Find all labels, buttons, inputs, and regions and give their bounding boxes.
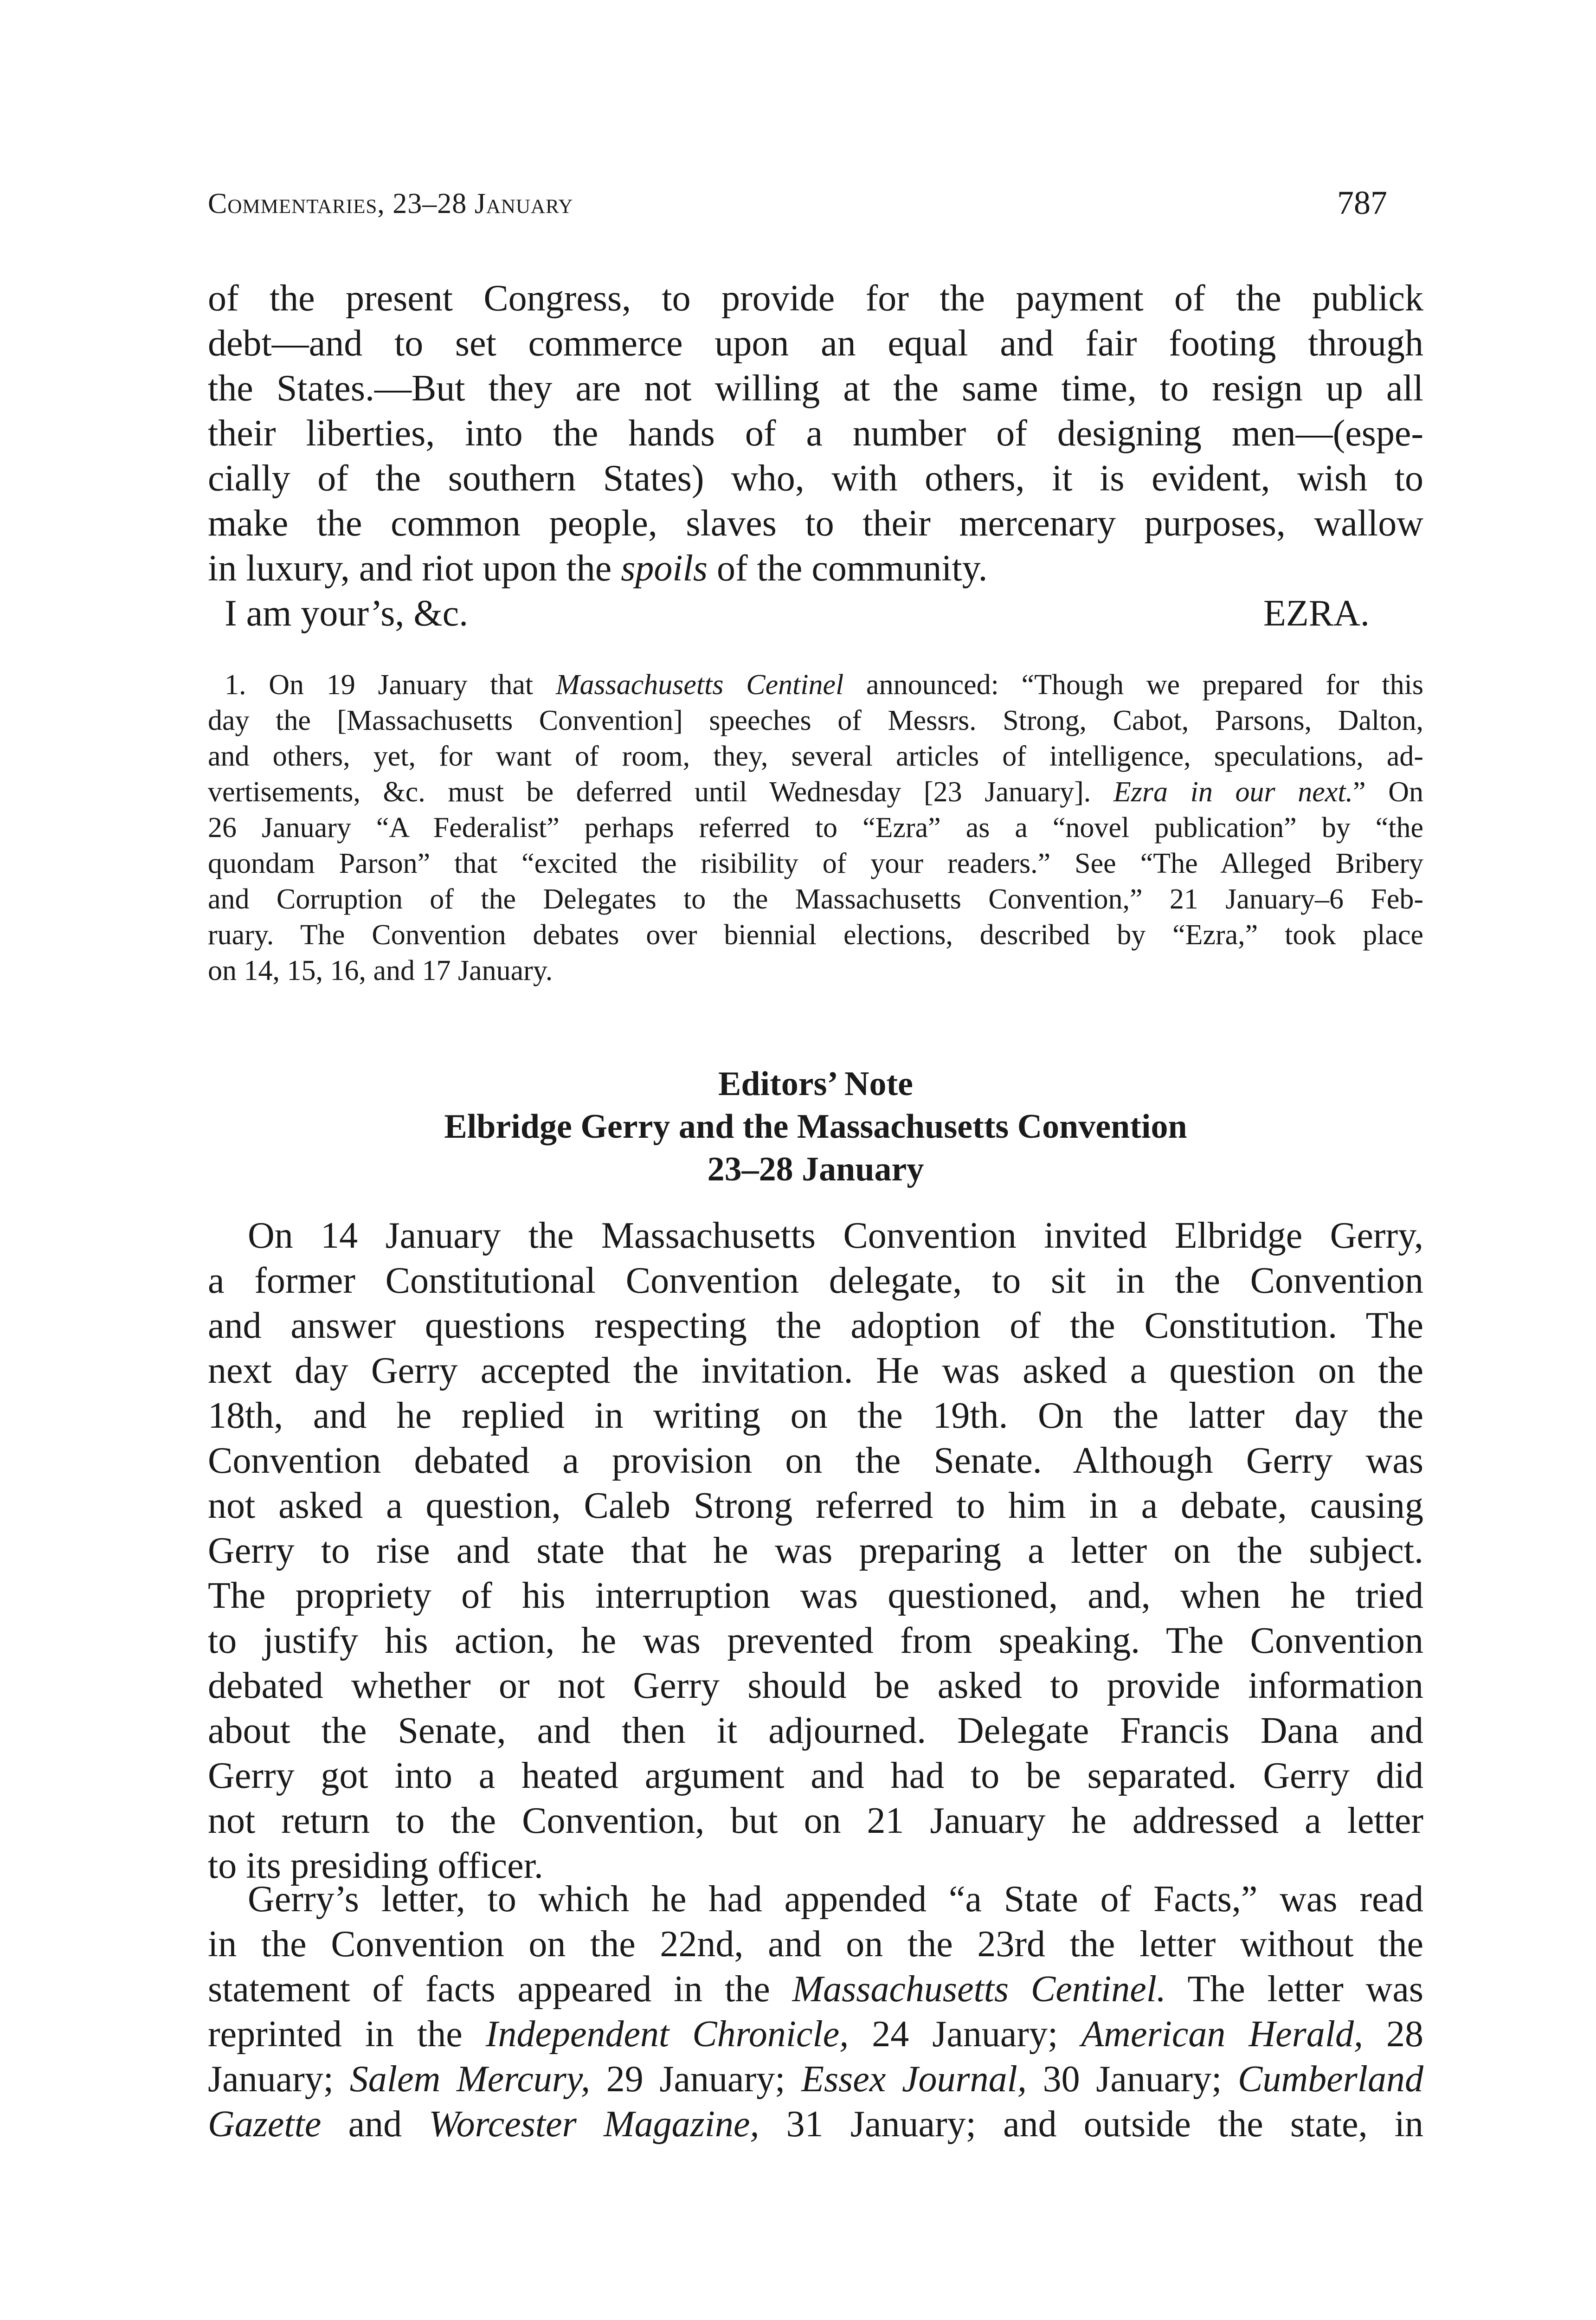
closing-salutation: I am your’s, &c. [225,593,469,634]
section-date: 23–28 January [707,1150,924,1188]
text-line: Gazette and Worcester Magazine, 31 January; and outside the state, in [208,2104,1424,2145]
section-heading: Editors’ Note [718,1065,913,1103]
text-line: Convention debated a provision on the Senate. Although Gerry was [208,1440,1423,1481]
text-line: make the common people, slaves to their mercenary purposes, wallow [208,503,1423,544]
text-line: to justify his action, he was prevented from speaking. The Convention [208,1620,1423,1661]
footnote-line: day the [Massachusetts Convention] speeches of Messrs. Strong, Cabot, Parsons, Dalton, [208,705,1423,736]
text-line: a former Constitutional Convention delegate, to sit in the Convention [208,1260,1423,1301]
text-line: statement of facts appeared in the Massachusetts Centinel. The letter was [208,1969,1424,2010]
text-line: to its presiding officer. [208,1845,543,1886]
text-line: in luxury, and riot upon the spoils of the community. [208,548,988,589]
text-line: Gerry to rise and state that he was preparing a letter on the subject. [208,1530,1423,1571]
text-line: in the Convention on the 22nd, and on the 23rd the letter without the [208,1924,1423,1965]
text-line: the States.—But they are not willing at the same time, to resign up all [208,368,1423,409]
text-line: Gerry got into a heated argument and had to be separated. Gerry did [208,1755,1423,1796]
text-line: next day Gerry accepted the invitation. He was asked a question on the [208,1350,1423,1391]
footnote-line: ruary. The Convention debates over biennial elections, described by “Ezra,” took place [208,919,1423,951]
text-line: not asked a question, Caleb Strong referred to him in a debate, causing [208,1485,1423,1526]
footnote [208,667,1423,989]
text-line: and answer questions respecting the adoption of the Constitution. The [208,1305,1423,1346]
running-head: Commentaries, 23–28 January [208,188,573,219]
text-line: not return to the Convention, but on 21 January he addressed a letter [208,1800,1423,1841]
footnote-line: 26 January “A Federalist” perhaps referred to “Ezra” as a “novel publication” by “the [208,812,1423,844]
continued-letter-text [208,276,1423,591]
footnote-line: quondam Parson” that “excited the risibility of your readers.” See “The Alleged Bribery [208,848,1423,879]
text-line: about the Senate, and then it adjourned. Delegate Francis Dana and [208,1710,1423,1751]
footnote-line: on 14, 15, 16, and 17 January. [208,955,553,986]
footnote-line: and others, yet, for want of room, they, several articles of intelligence, speculations, ad- [208,741,1423,772]
text-line: of the present Congress, to provide for the payment of the publick [208,278,1423,319]
text-line: debt—and to set commerce upon an equal and fair footing through [208,323,1423,364]
footnote-line: and Corruption of the Delegates to the Massachusetts Convention,” 21 January–6 Feb- [208,883,1423,915]
text-line: The propriety of his interruption was questioned, and, when he tried [208,1575,1423,1616]
page-number: 787 [1337,184,1387,221]
text-line: their liberties, into the hands of a number of designing men—(espe- [208,413,1423,454]
text-line: On 14 January the Massachusetts Convention invited Elbridge Gerry, [248,1215,1423,1256]
text-line: January; Salem Mercury, 29 January; Essex Journal, 30 January; Cumberland [208,2059,1424,2100]
text-line: cially of the southern States) who, with others, it is evident, wish to [208,458,1423,499]
footnote-line: vertisements, &c. must be deferred until Wednesday [23 January]. Ezra in our next.” On [208,776,1423,808]
signature: EZRA. [1263,593,1370,634]
text-line: debated whether or not Gerry should be asked to provide information [208,1665,1423,1706]
editors-note-paragraph-1 [208,1213,1423,1888]
text-line: Gerry’s letter, to which he had appended “a State of Facts,” was read [248,1879,1423,1920]
text-line: 18th, and he replied in writing on the 19th. On the latter day the [208,1395,1423,1436]
footnote-line: 1. On 19 January that Massachusetts Centinel announced: “Though we prepared for this [225,669,1423,701]
section-title: Elbridge Gerry and the Massachusetts Convention [444,1108,1187,1146]
text-line: reprinted in the Independent Chronicle, 24 January; American Herald, 28 [208,2014,1424,2055]
editors-note-paragraph-2 [208,1877,1423,2147]
